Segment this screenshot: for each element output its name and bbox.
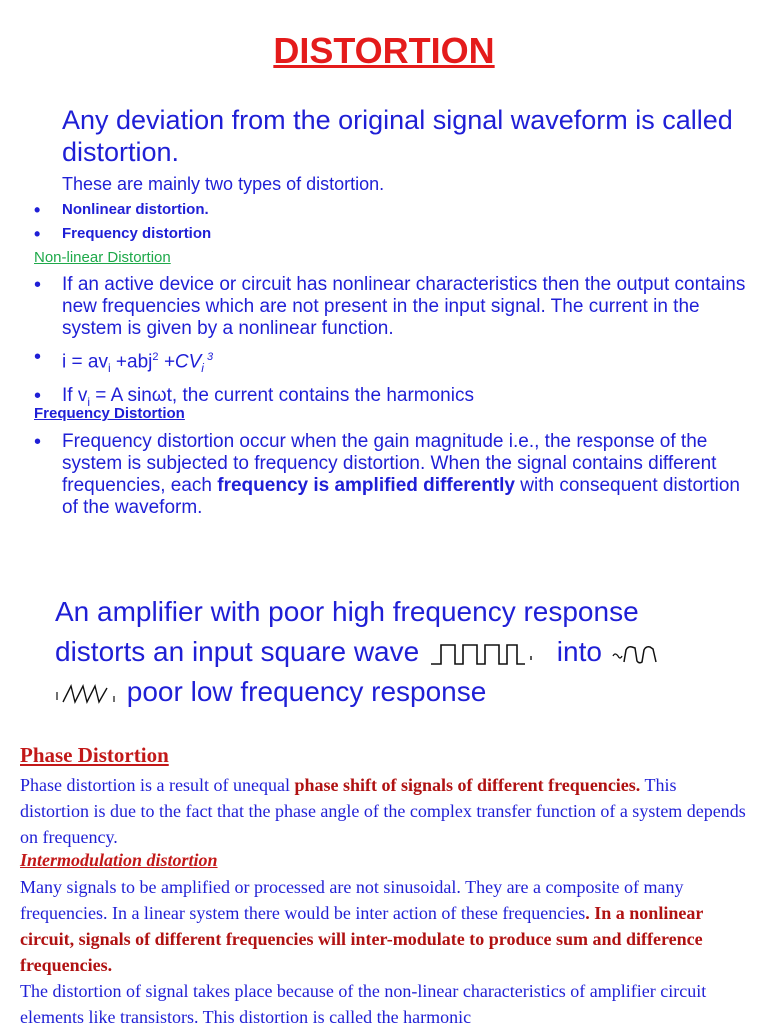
harmonics-part: If v [62, 385, 88, 407]
equation-part: i = av [62, 351, 108, 373]
frequency-heading: Frequency Distortion [34, 405, 185, 422]
intermod-paragraph [20, 874, 748, 1030]
types-intro: These are mainly two types of distortion. [62, 174, 385, 194]
amplifier-block [55, 592, 755, 712]
harmonics-part: = A sinωt, the current contains the harmonics [90, 385, 474, 407]
harmonics-subscript: i [87, 394, 91, 409]
amplifier-text: poor low frequency response [126, 676, 487, 707]
phase-heading: Phase Distortion [20, 743, 169, 767]
equation-subscript: i [107, 361, 111, 376]
phase-text: This distortion is due to the fact that the phase angle of the complex transfer function of a system depends on frequency. [20, 775, 746, 847]
intermod-text: Many signals to be amplified or processed are not sinusoidal. They are a composite of many frequencies. In a linear system there would be inter action of these frequencies [20, 877, 684, 923]
intro-definition: Any deviation from the original signal waveform is called distortion. [62, 105, 733, 167]
equation-superscript: 2 [152, 351, 159, 363]
amplifier-text: into [556, 636, 602, 667]
frequency-emphasis: frequency is amplified differently [217, 475, 516, 496]
equation-part: +abj [110, 351, 153, 373]
equation-subscript: i [201, 361, 204, 376]
intermod-heading: Intermodulation distortion [20, 850, 218, 870]
list-item: • Nonlinear distortion. [34, 198, 754, 222]
intermod-emphasis: . In a nonlinear circuit, signals of different frequencies will inter-modulate to produce sum and difference frequencies. [20, 903, 703, 975]
list-item: • If an active device or circuit has nonlinear characteristics then the output contains new frequencies which are not present in the input signal. The current in the system is given by a nonlinear function. [34, 274, 754, 340]
square-wave-icon [427, 642, 535, 666]
amplifier-line-3 [55, 672, 755, 712]
equation-item [34, 346, 754, 379]
nonlinear-bullets [34, 274, 754, 419]
amplifier-text: distorts an input square wave [55, 636, 420, 667]
intermod-text: The distortion of signal takes place because of the non-linear characteristics of amplifier circuit elements like transistors. This distortion is called the harmonic [20, 981, 707, 1027]
frequency-bullets [34, 431, 754, 525]
list-item: • Frequency distortion [34, 222, 754, 246]
amplifier-line-2 [55, 632, 755, 672]
list-item [34, 431, 754, 519]
distorted-wave-icon [610, 642, 662, 666]
amplifier-line-1: An amplifier with poor high frequency response [55, 596, 639, 627]
frequency-text: Frequency distortion occur when the gain magnitude i.e., the response of the system is subjected to frequency distortion. When the signal contains different frequencies, each [62, 431, 717, 496]
distortion-types-list [34, 198, 754, 246]
page-title: DISTORTION [273, 30, 495, 71]
equation-superscript: 3 [203, 351, 214, 363]
phase-text: Phase distortion is a result of unequal [20, 775, 295, 795]
phase-paragraph [20, 772, 748, 850]
sloped-wave-icon [55, 682, 119, 706]
nonlinear-heading: Non-linear Distortion [34, 249, 171, 266]
equation-part: +CV [158, 351, 202, 373]
phase-emphasis: phase shift of signals of different frequencies. [294, 775, 641, 795]
frequency-text: with consequent distortion of the waveform. [62, 475, 740, 518]
